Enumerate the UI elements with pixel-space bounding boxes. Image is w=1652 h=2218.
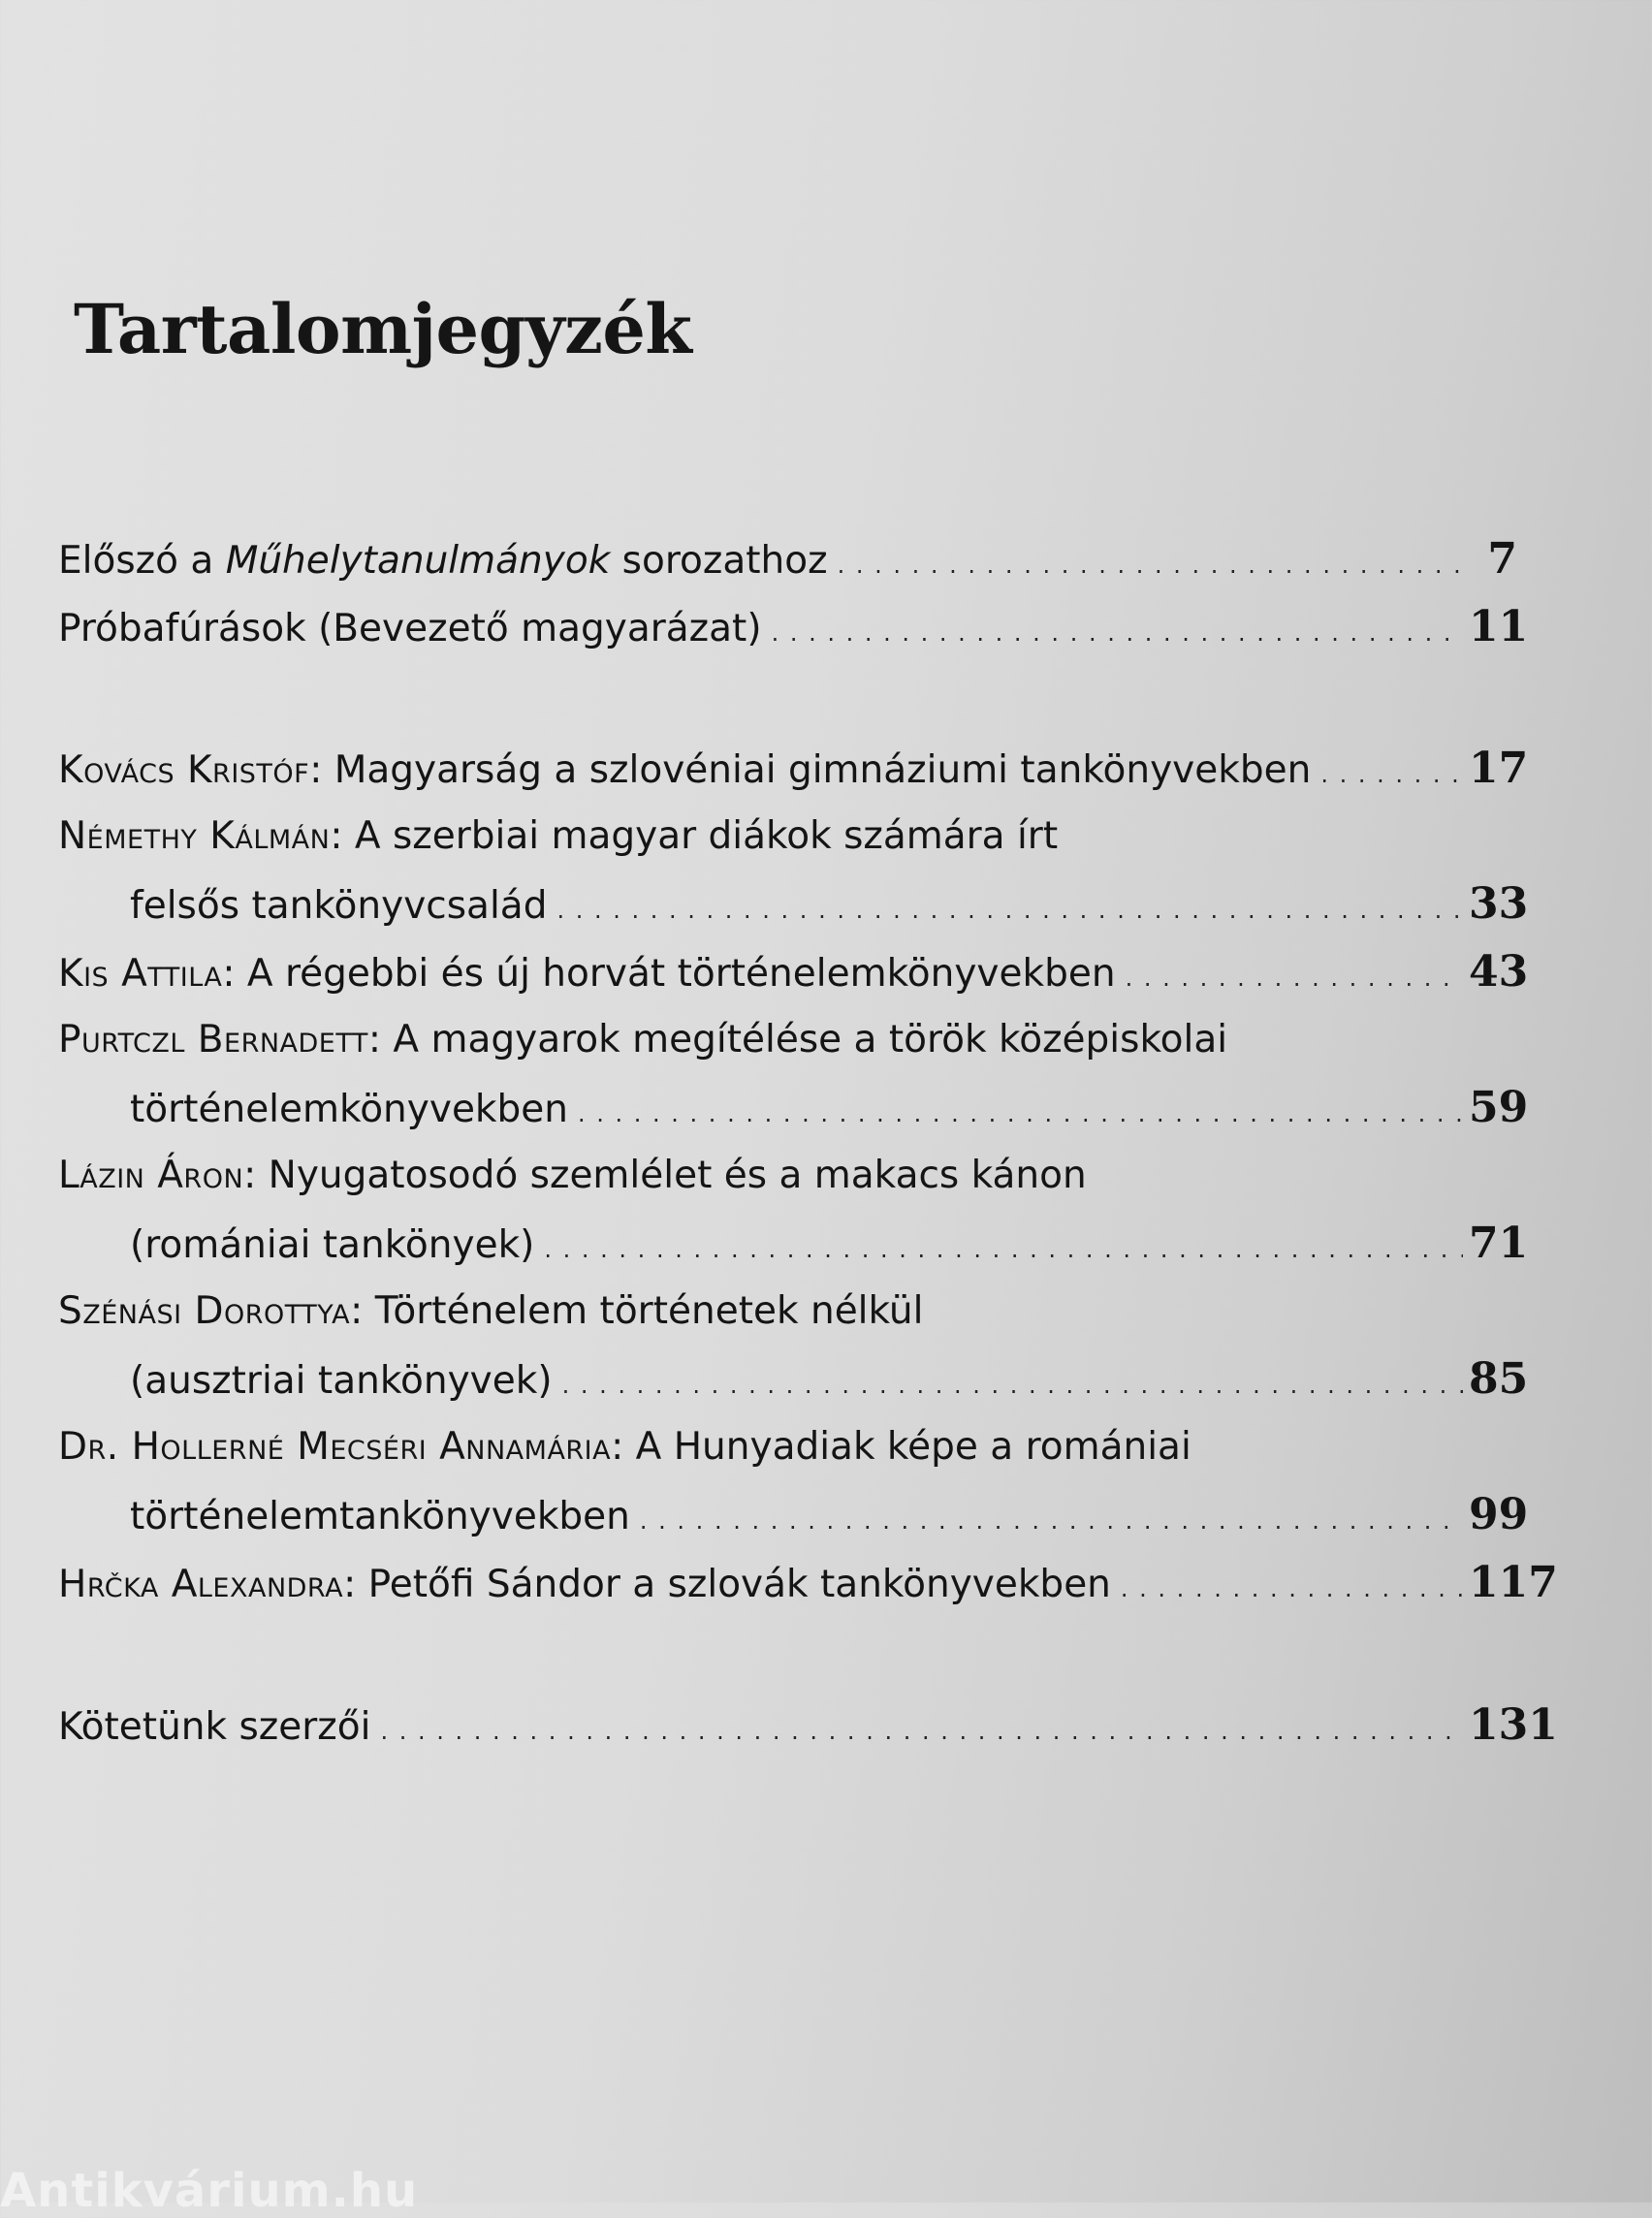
toc-entry (58, 1413, 1529, 1549)
page-number: 17 (1469, 744, 1529, 793)
dot-leader (1121, 1551, 1463, 1623)
page-number: 117 (1469, 1558, 1558, 1607)
page-number: 131 (1469, 1700, 1558, 1750)
page-title: Tartalomjegyzék (74, 289, 692, 369)
page-number: 59 (1469, 1083, 1529, 1132)
author-name: Némethy Kálmán (58, 814, 331, 858)
author-name: Szénási Dorottya (58, 1289, 351, 1333)
entry-title-continued: (romániai tankönyek) (130, 1223, 535, 1267)
entry-title: Előszó a Műhelytanulmányok sorozathoz (58, 539, 828, 583)
author-name: Lázin Áron (58, 1154, 244, 1197)
entry-title: Kovács Kristóf: Magyarság a szlovéniai gimnáziumi tankönyvekben (58, 748, 1312, 792)
dot-leader (562, 1347, 1463, 1419)
toc-entry (58, 1142, 1529, 1278)
toc-entry (58, 525, 1517, 593)
toc-entry (58, 803, 1529, 938)
entry-title: Dr. Hollerné Mecséri Annamária: A Hunyadiak képe a romániai (58, 1425, 1191, 1469)
entry-title: Némethy Kálmán: A szerbiai magyar diákok számára írt (58, 814, 1059, 858)
dot-leader (556, 872, 1463, 944)
author-name: Dr. Hollerné Mecséri Annamária (58, 1425, 612, 1469)
author-name: Kovács Kristóf (58, 748, 310, 792)
entry-title: Kötetünk szerzői (58, 1705, 371, 1749)
toc-entry (58, 938, 1529, 1006)
author-name: Purtczl Bernadett (58, 1018, 368, 1061)
page-number: 7 (1487, 534, 1517, 584)
toc-entry (58, 735, 1529, 803)
page-number: 43 (1469, 947, 1529, 997)
toc-back-matter (58, 1692, 1558, 1759)
entry-title: Hrčka Alexandra: Petőfi Sándor a szlovák tankönyvekben (58, 1563, 1111, 1606)
entry-title-continued: történelemtankönyvekben (130, 1495, 630, 1538)
entry-title-continued: történelemkönyvekben (130, 1088, 568, 1131)
entry-title: Lázin Áron: Nyugatosodó szemlélet és a makacs kánon (58, 1154, 1087, 1197)
author-name: Hrčka Alexandra (58, 1563, 344, 1606)
dot-leader (1320, 737, 1463, 808)
page-number: 71 (1469, 1219, 1529, 1268)
toc-entry (58, 1006, 1529, 1142)
entry-title-continued: felsős tankönyvcsalád (130, 884, 548, 928)
page-number: 11 (1469, 602, 1529, 651)
entry-title: Szénási Dorottya: Történelem történetek nélkül (58, 1289, 924, 1333)
dot-leader (578, 1076, 1463, 1148)
entry-title: Purtczl Bernadett: A magyarok megítélése a török középiskolai (58, 1018, 1228, 1061)
toc-entry (58, 1692, 1558, 1759)
watermark-text: Antikvárium.hu (0, 2164, 419, 2218)
dot-leader (640, 1483, 1463, 1555)
toc-entry (58, 1278, 1529, 1413)
entry-title: Kis Attila: A régebbi és új horvát történelemkönyvekben (58, 952, 1116, 996)
dot-leader (1126, 940, 1463, 1012)
toc-front-matter (58, 525, 1529, 661)
toc-entry (58, 1549, 1558, 1617)
dot-leader (838, 527, 1463, 599)
entry-title-continued: (ausztriai tankönyvek) (130, 1359, 553, 1403)
dot-leader (544, 1212, 1463, 1283)
page-number: 85 (1469, 1354, 1529, 1404)
dot-leader (380, 1694, 1463, 1765)
dot-leader (772, 595, 1463, 667)
entry-title: Próbafúrások (Bevezető magyarázat) (58, 607, 762, 650)
page-number: 33 (1469, 879, 1529, 929)
page-number: 99 (1469, 1490, 1529, 1539)
author-name: Kis Attila (58, 952, 223, 996)
toc-chapters (58, 735, 1558, 1617)
toc-entry (58, 593, 1529, 661)
